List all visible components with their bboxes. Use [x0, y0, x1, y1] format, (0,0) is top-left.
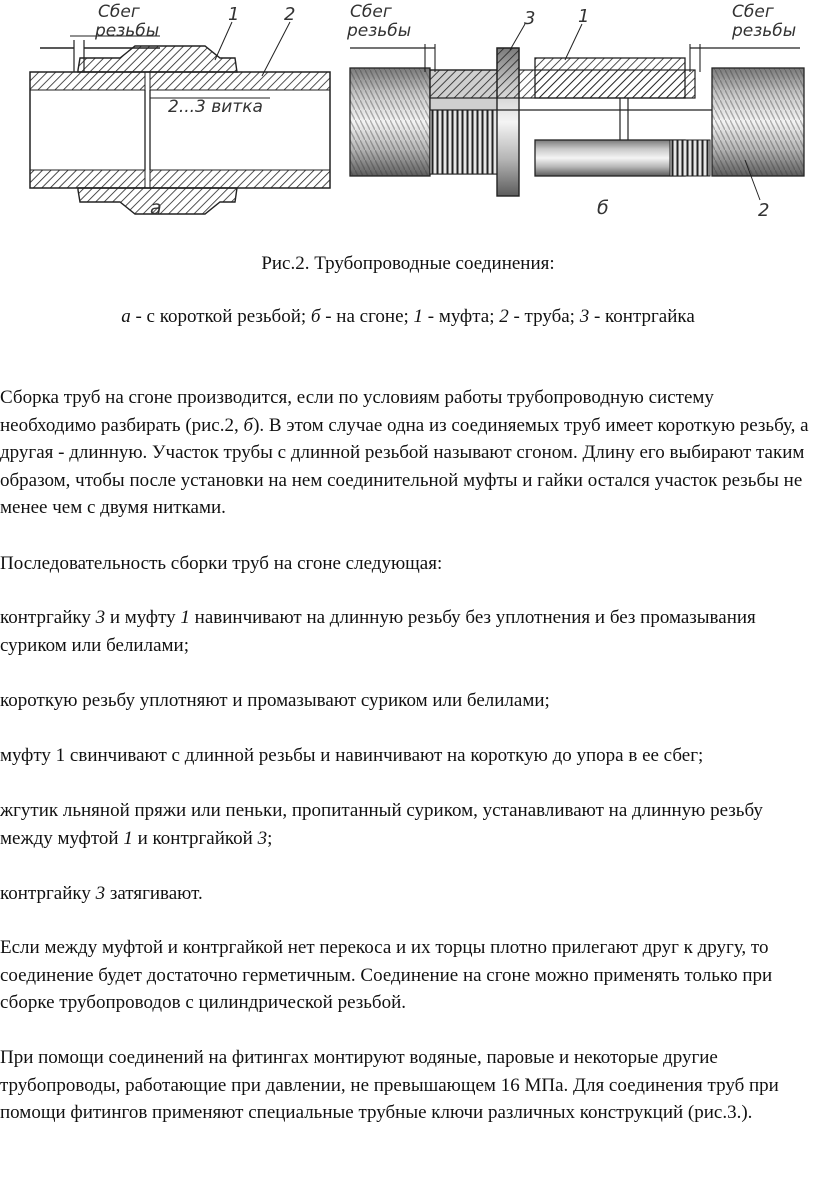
- p3-text-2: и муфту: [105, 607, 181, 628]
- panel-a-runout-label-2: резьбы: [95, 21, 160, 41]
- panel-a-threads-note: 2...3 витка: [168, 97, 263, 117]
- paragraph-step-3: муфту 1 свинчивают с длинной резьбы и навинчивают на короткую до упора в ее сбег;: [0, 745, 704, 766]
- panel-b-drawing: [350, 24, 804, 200]
- p3-text-3: навинчивают на длинную резьбу без уплотнения и без промазывания суриком или белилами;: [0, 607, 756, 656]
- p6-text-2: и контргайкой: [132, 827, 258, 849]
- p7-text-2: затягивают.: [105, 883, 203, 904]
- p6-text-3: ;: [267, 827, 273, 849]
- legend-key-b: б: [310, 306, 321, 327]
- panel-a-callout-2: 2: [284, 4, 296, 25]
- paragraph-step-2: короткую резьбу уплотняют и промазывают суриком или белилами;: [0, 690, 550, 711]
- legend-text-3: - контргайка: [589, 306, 695, 327]
- legend-key-2: 2: [499, 306, 509, 327]
- panel-b-runout-right-2: резьбы: [732, 21, 797, 41]
- panel-a-callout-1: 1: [228, 4, 240, 25]
- panel-a-runout-label-1: Сбег: [98, 2, 140, 22]
- p1-italic-1: б: [243, 414, 254, 436]
- p6-italic-1: 1: [123, 827, 133, 849]
- p1-text-2: ). В этом случае одна из соединяемых труб имеет короткую резьбу, а другая - длинную. Участок трубы с длинной резьбой называют сгоном. Длину его выбирают таким образом, чтобы после установки на нем соединительной муфты и гайки остался участок резьбы не менее чем с двумя нитками.: [0, 414, 809, 518]
- p3-text-1: контргайку: [0, 607, 96, 628]
- p7-text-1: контргайку: [0, 883, 96, 904]
- legend-text-1: - муфта;: [423, 306, 500, 327]
- legend-text-a: - с короткой резьбой;: [130, 306, 311, 327]
- panel-a-letter: а: [150, 197, 162, 219]
- p3-italic-2: 1: [180, 607, 190, 628]
- legend-key-1: 1: [413, 306, 424, 327]
- figure-caption-title: Рис.2. Трубопроводные соединения:: [261, 253, 555, 274]
- p1-text-1: Сборка труб на сгоне производится, если по условиям работы трубопроводную систему необходимо разбирать (рис.2,: [0, 387, 714, 436]
- paragraph-fittings: При помощи соединений на фитингах монтируют водяные, паровые и некоторые другие трубопроводы, работающие при давлении, не превышающем 16 МПа. Для соединения труб при помощи фитингов применяют специальные трубные ключи различных конструкций (рис.3.).: [0, 1047, 779, 1123]
- p3-italic-1: 3: [95, 607, 106, 628]
- panel-b-runout-right-1: Сбег: [732, 2, 774, 22]
- paragraph-step-1: [0, 604, 812, 659]
- paragraph-step-5: [0, 880, 812, 908]
- panel-b-runout-left-1: Сбег: [350, 2, 392, 22]
- panel-b-callout-2: 2: [758, 200, 770, 221]
- panel-b-runout-left-2: резьбы: [347, 21, 412, 41]
- p6-text-1: жгутик льняной пряжи или пеньки, пропитанный суриком, устанавливают на длинную резьбу между муфтой: [0, 800, 763, 849]
- figure-caption-legend: [0, 305, 816, 329]
- panel-b-letter: б: [597, 197, 609, 219]
- paragraph-sgon-assembly: [0, 384, 812, 522]
- paragraph-tightness: Если между муфтой и контргайкой нет перекоса и их торцы плотно прилегают друг к другу, то соединение будет достаточно герметичным. Соединение на сгоне можно применять только при сборке трубопроводов с цилиндрической резьбой.: [0, 937, 773, 1013]
- panel-a-drawing: [30, 22, 330, 214]
- legend-text-2: - труба;: [508, 306, 580, 327]
- legend-key-3: 3: [579, 306, 590, 327]
- p6-italic-2: 3: [257, 827, 268, 849]
- p7-italic-1: 3: [95, 883, 106, 904]
- legend-text-b: - на сгоне;: [320, 306, 414, 327]
- legend-key-a: а: [121, 306, 131, 327]
- paragraph-step-4: [0, 797, 812, 852]
- pipe-joints-figure: [0, 0, 816, 232]
- paragraph-sequence-intro: Последовательность сборки труб на сгоне следующая:: [0, 553, 443, 574]
- panel-b-callout-1: 1: [578, 6, 590, 27]
- panel-b-callout-3: 3: [524, 8, 536, 29]
